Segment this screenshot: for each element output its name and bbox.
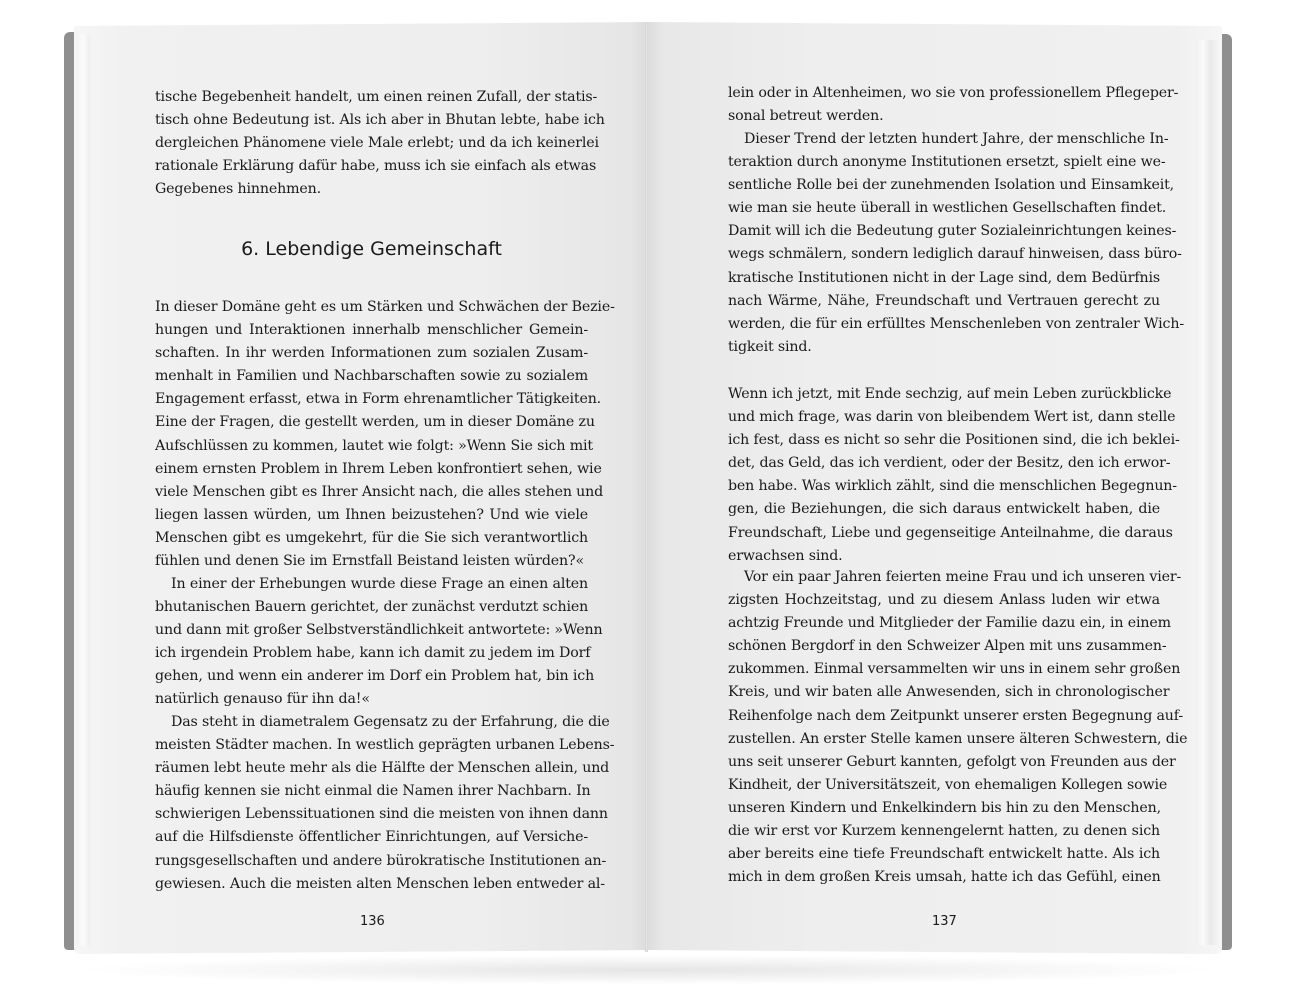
- left-paragraph-1: [155, 296, 615, 573]
- page-number-right: 137: [932, 914, 957, 929]
- text-line: bhutanischen Bauern gerichtet, der zunächst verdutzt schien: [155, 599, 589, 616]
- text-line: liegen lassen würden, um Ihnen beizustehen? Und wie viele: [155, 506, 588, 523]
- left-page-stack: [76, 34, 90, 946]
- text-line: die wir erst vor Kurzem kennengelernt hatten, zu denen sich: [728, 823, 1160, 840]
- text-line: Vor ein paar Jahren feierten meine Frau und ich unseren vier-: [744, 569, 1182, 585]
- text-line: wegs schmälern, sondern lediglich darauf hinweisen, dass büro-: [728, 246, 1182, 263]
- chapter-heading: 6. Lebendige Gemeinschaft: [241, 238, 502, 260]
- text-line: sonal betreut werden.: [728, 108, 884, 125]
- text-line: zustellen. An erster Stelle kamen unsere älteren Schwestern, die: [728, 730, 1188, 747]
- text-line: werden, die für ein erfülltes Menschenleben von zentraler Wich-: [728, 315, 1184, 332]
- text-line: Aufschlüssen zu kommen, lautet wie folgt: »Wenn Sie sich mit: [155, 437, 593, 454]
- text-line: Das steht in diametralem Gegensatz zu der Erfahrung, die die: [171, 714, 610, 730]
- text-line: schönen Bergdorf in den Schweizer Alpen mit uns zusammen-: [728, 638, 1167, 655]
- text-line: kratische Institutionen nicht in der Lage sind, dem Bedürfnis: [728, 269, 1160, 286]
- text-line: unseren Kindern und Enkelkindern bis hin zu den Menschen,: [728, 799, 1161, 816]
- text-line: Wenn ich jetzt, mit Ende sechzig, auf mein Leben zurückblicke: [728, 386, 1172, 402]
- text-line: zigsten Hochzeitstag, und zu diesem Anlass luden wir etwa: [728, 592, 1160, 609]
- text-line: Kindheit, der Universitätszeit, von ehemaligen Kollegen sowie: [728, 776, 1168, 793]
- text-line: zukommen. Einmal versammelten wir uns in einem sehr großen: [728, 661, 1181, 678]
- left-paragraph-2: [155, 573, 603, 712]
- text-line: In einer der Erhebungen wurde diese Frage an einen alten: [171, 576, 588, 592]
- text-line: ben habe. Was wirklich zählt, sind die menschlichen Begegnun-: [728, 478, 1177, 495]
- text-line: viele Menschen gibt es Ihrer Ansicht nach, die alles stehen und: [155, 483, 604, 500]
- text-line: und mich frage, was darin von bleibendem Wert ist, dann stelle: [728, 409, 1176, 426]
- page-number-left: 136: [360, 914, 385, 929]
- text-line: mich in dem großen Kreis umsah, hatte ich das Gefühl, einen: [728, 869, 1161, 886]
- text-line: tigkeit sind.: [728, 338, 812, 355]
- text-line: menhalt in Familien und Nachbarschaften sowie zu sozialem: [155, 368, 588, 385]
- text-line: sentliche Rolle bei der zunehmenden Isolation und Einsamkeit,: [728, 177, 1175, 194]
- left-paragraph-3: [155, 711, 615, 896]
- text-line: räumen lebt heute mehr als die Hälfte der Menschen allein, und: [155, 760, 610, 777]
- text-line: Gegebenes hinnehmen.: [155, 181, 321, 198]
- text-line: uns seit unserer Geburt kannten, gefolgt von Freunden aus der: [728, 753, 1176, 770]
- right-page-stack: [1196, 40, 1218, 945]
- right-paragraph-2: [728, 128, 1184, 359]
- text-line: Dieser Trend der letzten hundert Jahre, der menschliche In-: [744, 131, 1169, 147]
- text-line: lein oder in Altenheimen, wo sie von professionellem Pflegeper-: [728, 85, 1179, 101]
- text-line: gewiesen. Auch die meisten alten Menschen leben entweder al-: [155, 875, 605, 892]
- text-line: rationale Erklärung dafür habe, muss ich sie einfach als etwas: [155, 158, 597, 175]
- left-top-paragraph: [155, 86, 605, 201]
- text-line: achtzig Freunde und Mitglieder der Familie dazu ein, in einem: [728, 615, 1171, 632]
- right-paragraph-1: [728, 82, 1179, 128]
- text-line: auf die Hilfsdienste öffentlicher Einrichtungen, auf Versiche-: [155, 829, 588, 846]
- text-line: In dieser Domäne geht es um Stärken und Schwächen der Bezie-: [155, 299, 615, 315]
- text-line: schaften. In ihr werden Informationen zum sozialen Zusam-: [155, 345, 588, 362]
- text-line: aber bereits eine tiefe Freundschaft entwickelt hatte. Als ich: [728, 846, 1160, 863]
- text-line: Damit will ich die Bedeutung guter Sozialeinrichtungen keines-: [728, 223, 1177, 240]
- text-line: ich fest, dass es nicht so sehr die Positionen sind, die ich beklei-: [728, 432, 1180, 449]
- text-line: Kreis, und wir baten alle Anwesenden, sich in chronologischer: [728, 684, 1170, 701]
- text-line: tisch ohne Bedeutung ist. Als ich aber in Bhutan lebte, habe ich: [155, 112, 605, 129]
- text-line: Reihenfolge nach dem Zeitpunkt unserer ersten Begegnung auf-: [728, 707, 1184, 724]
- text-line: einem ernsten Problem in Ihrem Leben konfrontiert sehen, wie: [155, 460, 602, 477]
- book-shadow: [70, 955, 1230, 985]
- text-line: Menschen gibt es umgekehrt, für die Sie sich verantwortlich: [155, 529, 588, 546]
- text-line: meisten Städter machen. In westlich geprägten urbanen Lebens-: [155, 737, 615, 754]
- text-line: tische Begebenheit handelt, um einen reinen Zufall, der statis-: [155, 89, 598, 105]
- text-line: det, das Geld, das ich verdient, oder der Besitz, den ich erwor-: [728, 455, 1171, 472]
- text-line: nach Wärme, Nähe, Freundschaft und Vertrauen gerecht zu: [728, 292, 1160, 309]
- text-line: gehen, und wenn ein anderer im Dorf ein Problem hat, bin ich: [155, 668, 595, 685]
- text-line: fühlen und denen Sie im Ernstfall Beistand leisten würden?«: [155, 553, 584, 570]
- text-line: natürlich genauso für ihn da!«: [155, 691, 370, 708]
- right-paragraph-4: [728, 566, 1188, 889]
- text-line: teraktion durch anonyme Institutionen ersetzt, spielt eine we-: [728, 154, 1166, 171]
- text-line: Eine der Fragen, die gestellt werden, um in dieser Domäne zu: [155, 414, 595, 431]
- text-line: dergleichen Phänomene viele Male erlebt; und da ich keinerlei: [155, 135, 599, 152]
- text-line: häufig kennen sie nicht einmal die Namen ihrer Nachbarn. In: [155, 783, 591, 800]
- text-line: ich irgendein Problem habe, kann ich damit zu jedem im Dorf: [155, 645, 591, 662]
- text-line: Engagement erfasst, etwa in Form ehrenamtlicher Tätigkeiten.: [155, 391, 602, 408]
- text-line: wie man sie heute überall in westlichen Gesellschaften findet.: [728, 200, 1167, 217]
- right-paragraph-3: [728, 383, 1180, 568]
- text-line: rungsgesellschaften und andere bürokratische Institutionen an-: [155, 852, 607, 869]
- text-line: erwachsen sind.: [728, 547, 843, 564]
- text-line: und dann mit großer Selbstverständlichkeit antwortete: »Wenn: [155, 622, 603, 639]
- book-gutter: [645, 22, 648, 952]
- text-line: hungen und Interaktionen innerhalb menschlicher Gemein-: [155, 322, 588, 339]
- text-line: gen, die Beziehungen, die sich daraus entwickelt haben, die: [728, 501, 1160, 518]
- text-line: schwierigen Lebenssituationen sind die meisten von ihnen dann: [155, 806, 608, 823]
- text-line: Freundschaft, Liebe und gegenseitige Anteilnahme, die daraus: [728, 524, 1173, 541]
